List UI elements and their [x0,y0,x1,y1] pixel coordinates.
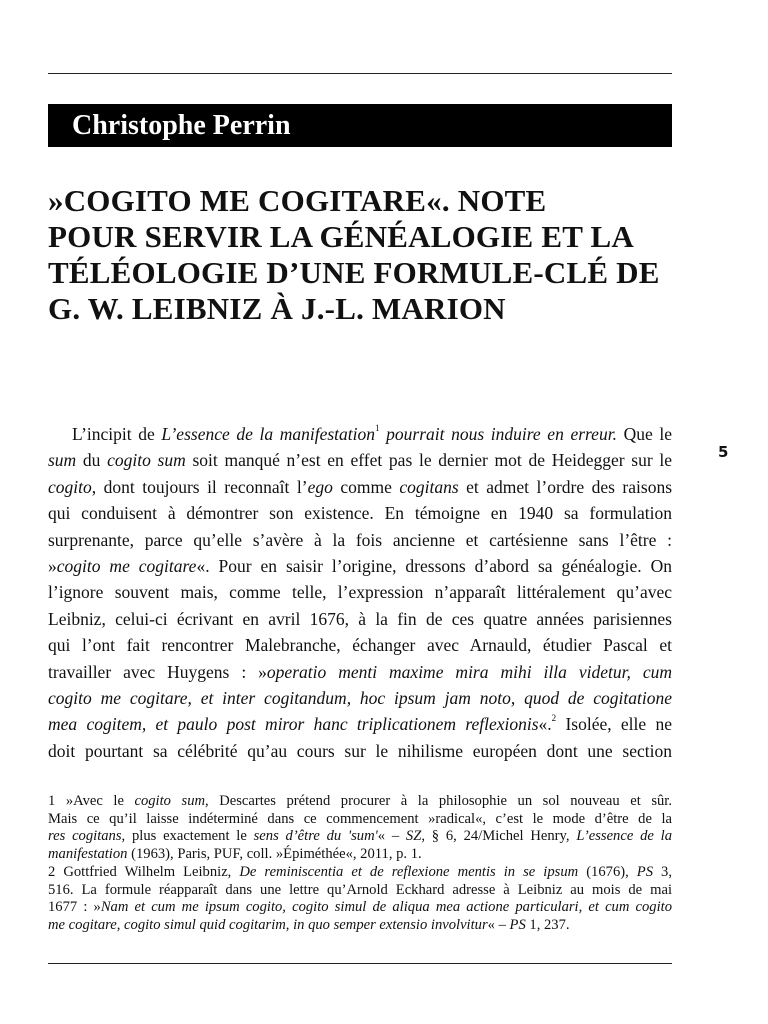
footnote-ref: 1 [375,423,380,433]
article-title [48,183,688,327]
footnotes [48,793,672,935]
author-banner [48,104,672,147]
body-line: Leibniz, celui-ci écrivant en avril 1676, à la fin de ces quatre années parisiennes [48,608,672,629]
footnote-line: 1677 : »Nam et cum me ipsum cogito, cogito simul de aliqua mea actione particulari, et cum cogito [48,899,672,916]
body-line: qui conduisent à démontrer son existence. En témoigne en 1940 sa formulation [48,503,672,524]
footnote-line: 1 »Avec le cogito sum, Descartes prétend procurer à la philosophie un sol nouveau et sûr. [48,793,672,809]
body-line: sum du cogito sum soit manqué n’est en effet pas le dernier mot de Heidegger sur le [48,450,672,471]
footnote-line: Mais ce qu’il laisse indéterminé dans ce commencement »radical«, c’est le mode d’être de la [48,810,672,827]
body-line: surprenante, parce qu’elle s’avère à la fois ancienne et cartésienne sans l’être : [48,529,672,550]
footnote-line: me cogitare, cogito simul quid cogitarim, in quo semper extensio involvitur« – PS 1, 237. [48,916,570,933]
body-line: cogito, dont toujours il reconnaît l’ego comme cogitans et admet l’ordre des raisons [48,476,673,497]
title-line: G. W. LEIBNIZ À J.-L. MARION [48,291,506,326]
body-line: cogito me cogitare, et inter cogitandum, hoc ipsum jam noto, quod de cogitatione [48,688,672,709]
title-line: »COGITO ME COGITARE«. NOTE [48,183,547,218]
body-line: mea cogitem, et paulo post miror hanc triplicationem reflexionis«.$^2$ Isolée, elle ne [48,713,672,735]
title-line: TÉLÉOLOGIE D’UNE FORMULE-CLÉ DE [48,255,660,290]
body-line: L’incipit de L’essence de la manifestation$^1$ pourrait nous induire en erreur. Que le [72,423,672,444]
body-line: l’ignore souvent mais, comme telle, l’expression n’apparaît littéralement qu’avec [48,582,672,603]
bottom-rule [48,963,672,964]
footnote-line: 2 Gottfried Wilhelm Leibniz, De reminiscentia et de reflexione mentis in se ipsum (1676), PS 3, [48,863,672,880]
top-rule [48,73,672,74]
title-line: POUR SERVIR LA GÉNÉALOGIE ET LA [48,219,634,254]
footnote-line: res cogitans, plus exactement le sens d’être du 'sum'« – SZ, § 6, 24/Michel Henry, L’essence de la [48,828,673,845]
footnote-ref: 2 [551,713,557,724]
body-line: »cogito me cogitare«. Pour en saisir l’origine, dressons d’abord sa généalogie. On [48,556,672,577]
body-line: doit pourtant sa célébrité qu’au cours sur le nihilisme européen dont une section [48,740,672,761]
page-number: 5 [718,443,729,461]
body-paragraph [48,421,672,764]
footnote-line: manifestation (1963), Paris, PUF, coll. »Épiméthée«, 2011, p. 1. [48,846,422,863]
author-name: Christophe Perrin [72,110,291,141]
body-line: qui l’ont fait rencontrer Malebranche, échanger avec Arnauld, étudier Pascal et [48,635,672,656]
footnote-line: 516. La formule réapparaît dans une lettre qu’Arnold Eckhard adresse à Leibniz au mois de mai [48,881,672,898]
body-line: travailler avec Huygens : »operatio menti maxime mira mihi illa videtur, cum [48,661,672,682]
